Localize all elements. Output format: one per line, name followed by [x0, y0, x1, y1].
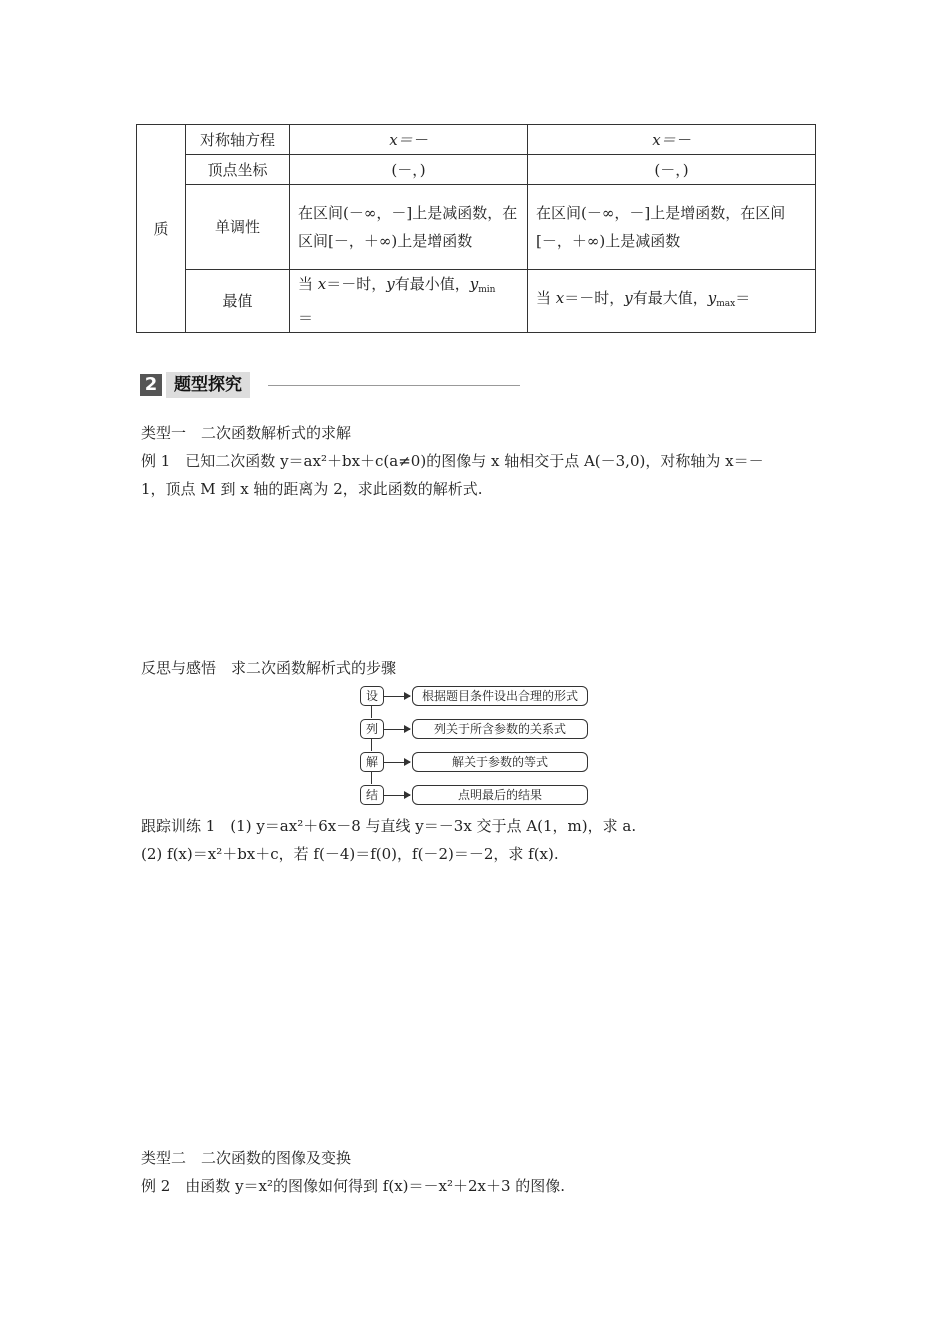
- flow-arrow-4: [384, 795, 410, 796]
- flow-text-3: 解关于参数的等式: [412, 752, 588, 772]
- steps-flowchart: [360, 686, 590, 808]
- row-label-extremum: 最值: [186, 270, 290, 333]
- training1-line2: (2) f(x)＝x²＋bx＋c，若 f(－4)＝f(0)，f(－2)＝－2，求 f(x).: [141, 845, 559, 863]
- row-label-vertex: 顶点坐标: [186, 155, 290, 185]
- row-label-monotonicity: 单调性: [186, 185, 290, 270]
- flow-step-4: 结: [360, 785, 384, 805]
- flow-step-3: 解: [360, 752, 384, 772]
- section-number-badge: 2: [140, 374, 162, 396]
- row-label-axis: 对称轴方程: [186, 125, 290, 155]
- cell-vertex-right: (－，): [528, 155, 816, 185]
- reflection-heading: 反思与感悟 求二次函数解析式的步骤: [141, 659, 397, 677]
- example1-line2: 1，顶点 M 到 x 轴的距离为 2，求此函数的解析式.: [141, 480, 483, 498]
- section-heading: [140, 372, 520, 398]
- cell-axis-right: x＝－: [528, 125, 816, 155]
- flow-arrow-1: [384, 696, 410, 697]
- type2-heading: 类型二 二次函数的图像及变换: [141, 1149, 352, 1167]
- example2-line: 例 2 由函数 y＝x²的图像如何得到 f(x)＝－x²＋2x＋3 的图像.: [141, 1177, 566, 1195]
- flow-text-2: 列关于所含参数的关系式: [412, 719, 588, 739]
- example1-line1: 例 1 已知二次函数 y＝ax²＋bx＋c(a≠0)的图像与 x 轴相交于点 A(－3,0)，对称轴为 x＝－: [141, 452, 764, 470]
- section-title: 题型探究: [166, 372, 250, 398]
- type1-heading: 类型一 二次函数解析式的求解: [141, 424, 352, 442]
- properties-table: [136, 124, 816, 333]
- cell-axis-left: x＝－: [290, 125, 528, 155]
- cell-monotonicity-right: 在区间(－∞，－]上是增函数，在区间[－，＋∞)上是减函数: [528, 185, 816, 270]
- training1-line1: 跟踪训练 1 (1) y＝ax²＋6x－8 与直线 y＝－3x 交于点 A(1，m)，求 a.: [141, 817, 637, 835]
- cell-extremum-left: 当 x＝－时，y有最小值，$y_{min}$ ＝: [290, 270, 528, 333]
- section-divider: [268, 385, 520, 386]
- cell-vertex-left: (－，): [290, 155, 528, 185]
- cell-extremum-right: 当 x＝－时，y有最大值，$y_{max}=$: [528, 270, 816, 333]
- flow-arrow-3: [384, 762, 410, 763]
- flow-text-4: 点明最后的结果: [412, 785, 588, 805]
- merged-header-cell: 质: [137, 125, 186, 333]
- cell-monotonicity-left: 在区间(－∞，－]上是减函数，在区间[－，＋∞)上是增函数: [290, 185, 528, 270]
- flow-step-1: 设: [360, 686, 384, 706]
- flow-arrow-2: [384, 729, 410, 730]
- flow-text-1: 根据题目条件设出合理的形式: [412, 686, 588, 706]
- flow-step-2: 列: [360, 719, 384, 739]
